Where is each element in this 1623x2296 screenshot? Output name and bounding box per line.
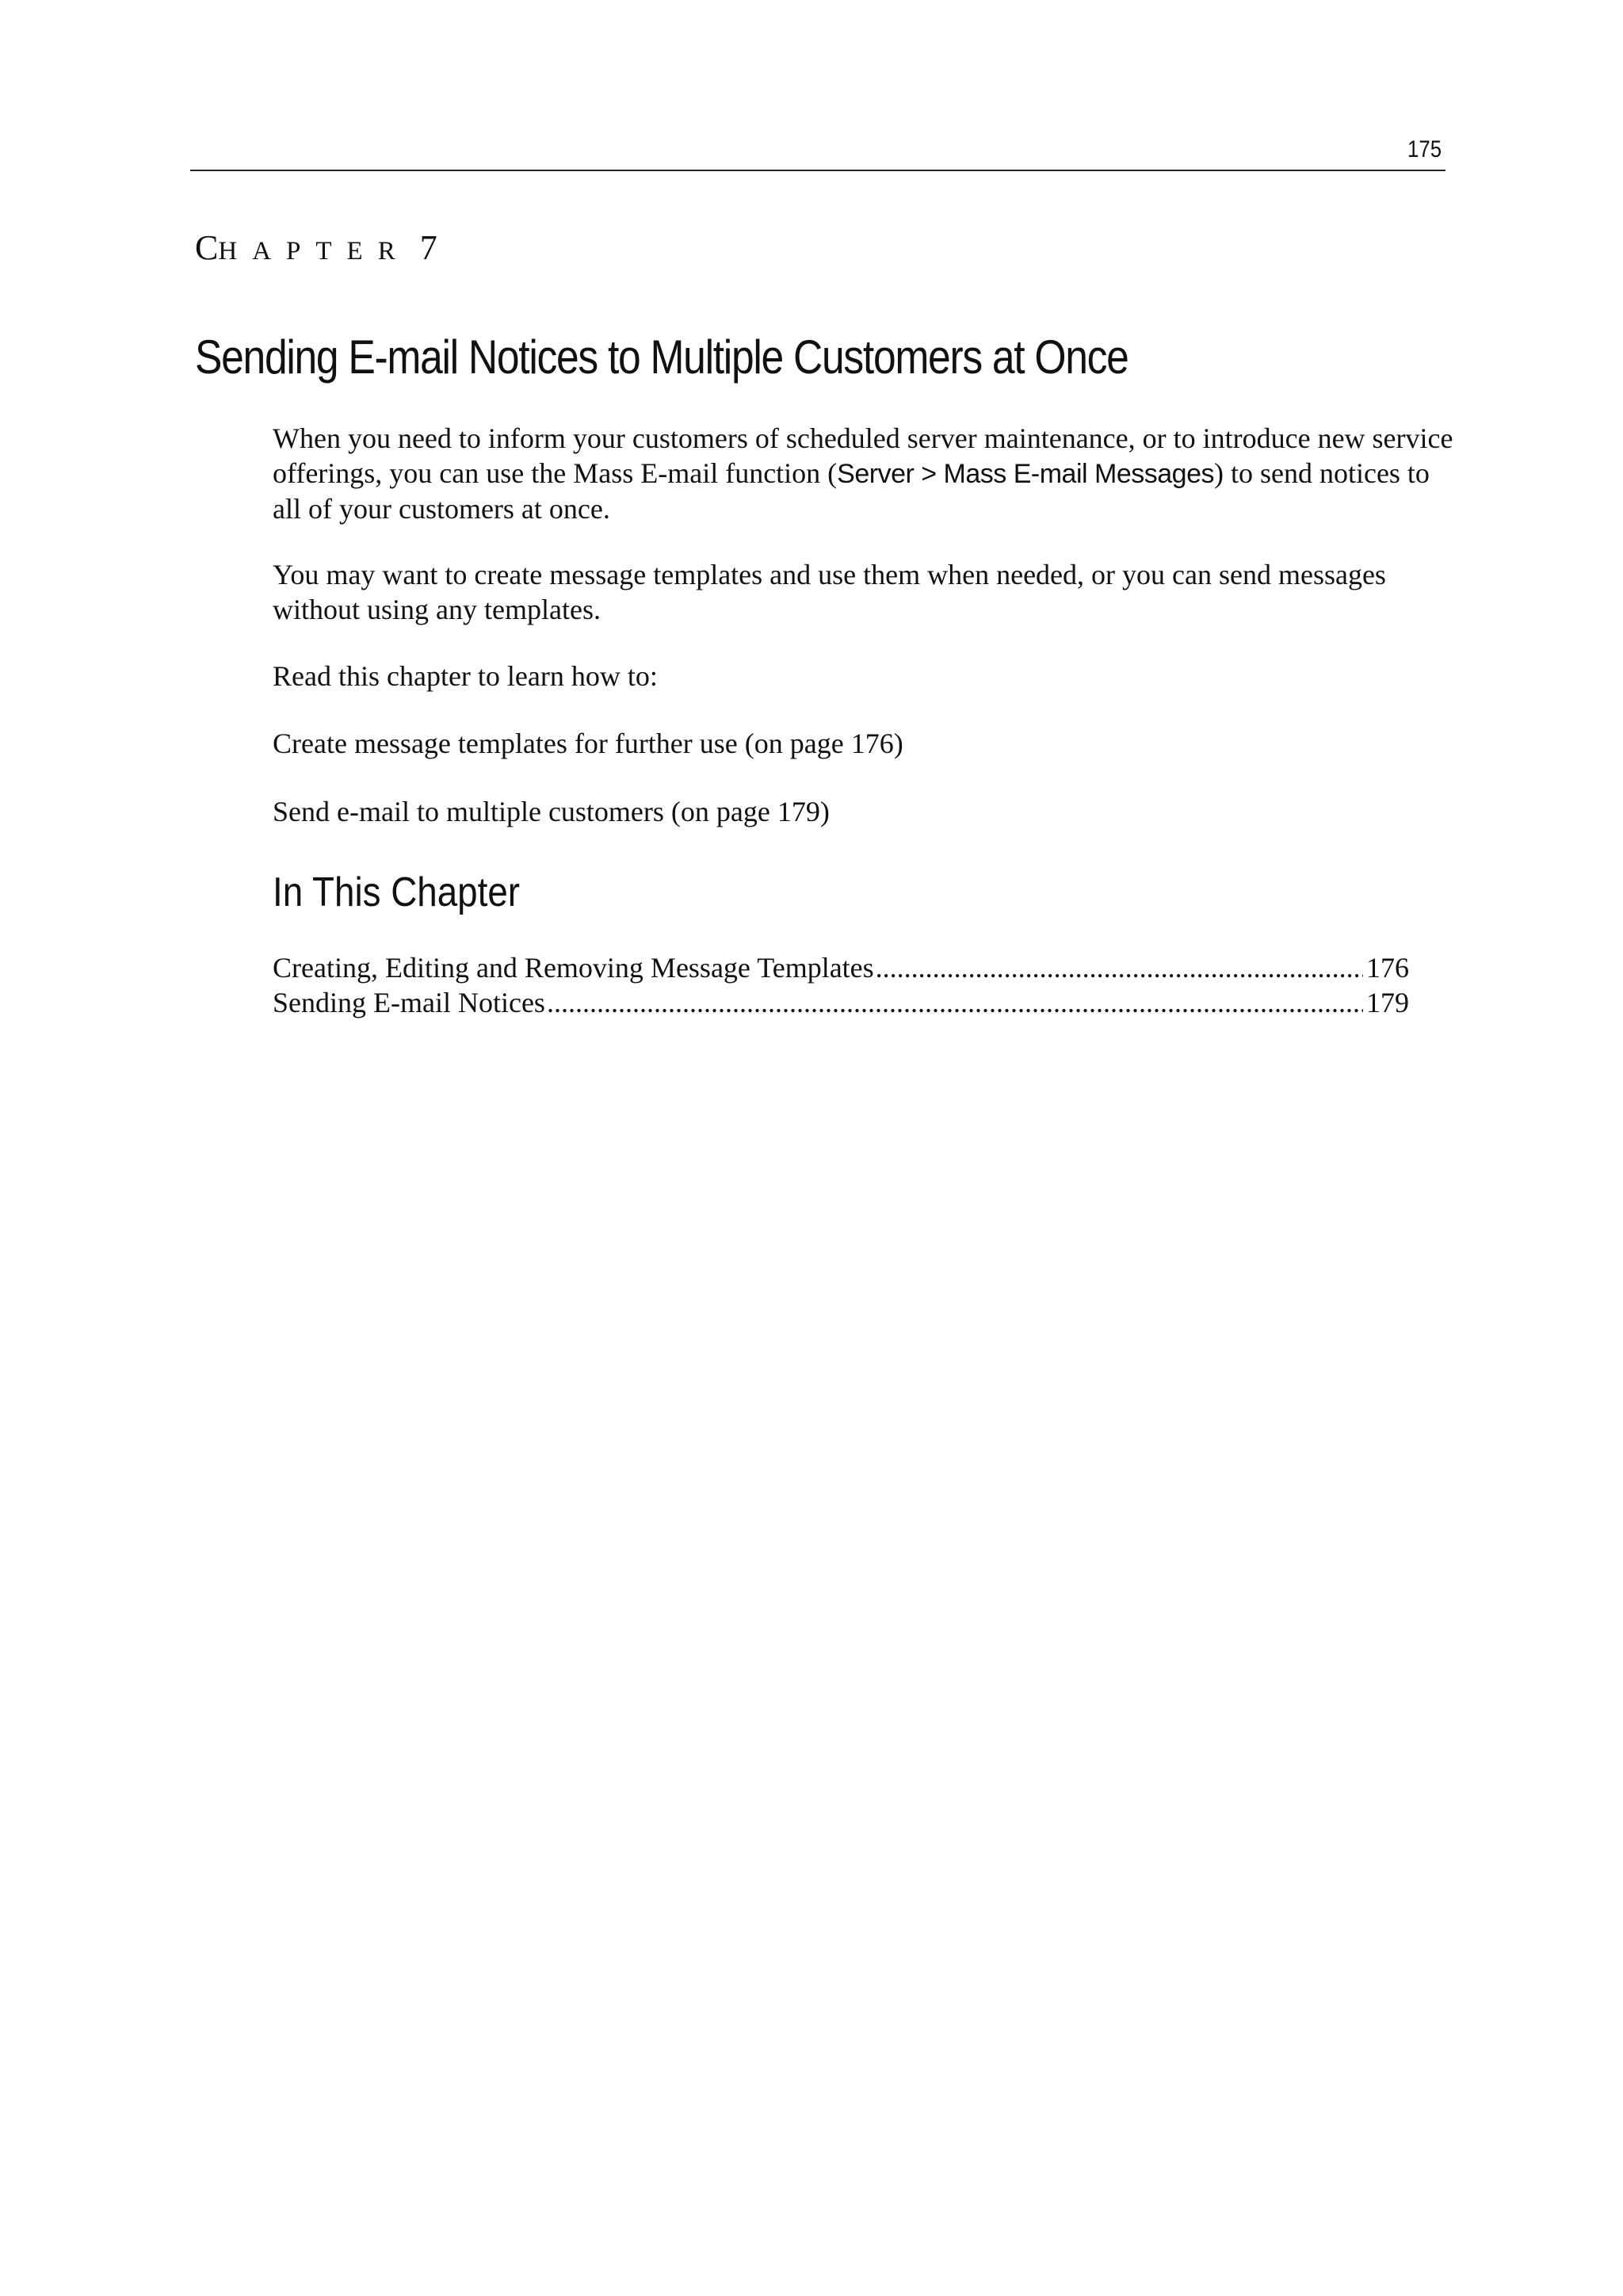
link-send-email-text[interactable]: Send e-mail to multiple customers (on page 179) xyxy=(273,796,830,827)
intro-paragraph-3: Read this chapter to learn how to: xyxy=(273,660,658,692)
intro-paragraph-1 xyxy=(273,421,1453,526)
toc-entry-title[interactable]: Creating, Editing and Removing Message Templates xyxy=(273,952,874,984)
menu-path: Server > Mass E-mail Messages xyxy=(837,459,1214,489)
toc-leader-dots xyxy=(547,985,1363,1020)
toc-leader-dots xyxy=(876,950,1363,985)
table-of-contents xyxy=(273,950,1409,1020)
toc-entry-page[interactable]: 179 xyxy=(1366,987,1409,1018)
intro-paragraph-1-start: When you need to inform your customers of scheduled server maintenance, or to introduce new service offerings, you can use the Mass E-mail function ( xyxy=(273,422,1453,489)
chapter-label-initial: C xyxy=(195,228,219,267)
toc-entry[interactable] xyxy=(273,950,1409,985)
chapter-title: Sending E-mail Notices to Multiple Customers at Once xyxy=(195,330,1128,384)
chapter-number: 7 xyxy=(419,228,437,267)
header-rule xyxy=(190,170,1445,171)
intro-paragraph-2: You may want to create message templates and use them when needed, or you can send messages without using any templates. xyxy=(273,559,1386,625)
in-this-chapter-heading: In This Chapter xyxy=(273,869,521,915)
link-create-templates[interactable] xyxy=(273,726,1453,761)
link-send-email[interactable] xyxy=(273,794,1453,829)
toc-entry-page[interactable]: 176 xyxy=(1366,952,1409,984)
chapter-label xyxy=(195,227,437,268)
toc-entry-title[interactable]: Sending E-mail Notices xyxy=(273,987,545,1018)
page-number: 175 xyxy=(1407,136,1442,162)
intro-paragraph-1-end: ) to send notices to all of your customers at once. xyxy=(273,457,1430,525)
chapter-label-rest: HAPTER xyxy=(218,237,411,266)
toc-entry[interactable] xyxy=(273,985,1409,1020)
link-create-templates-text[interactable]: Create message templates for further use (on page 176) xyxy=(273,728,903,759)
